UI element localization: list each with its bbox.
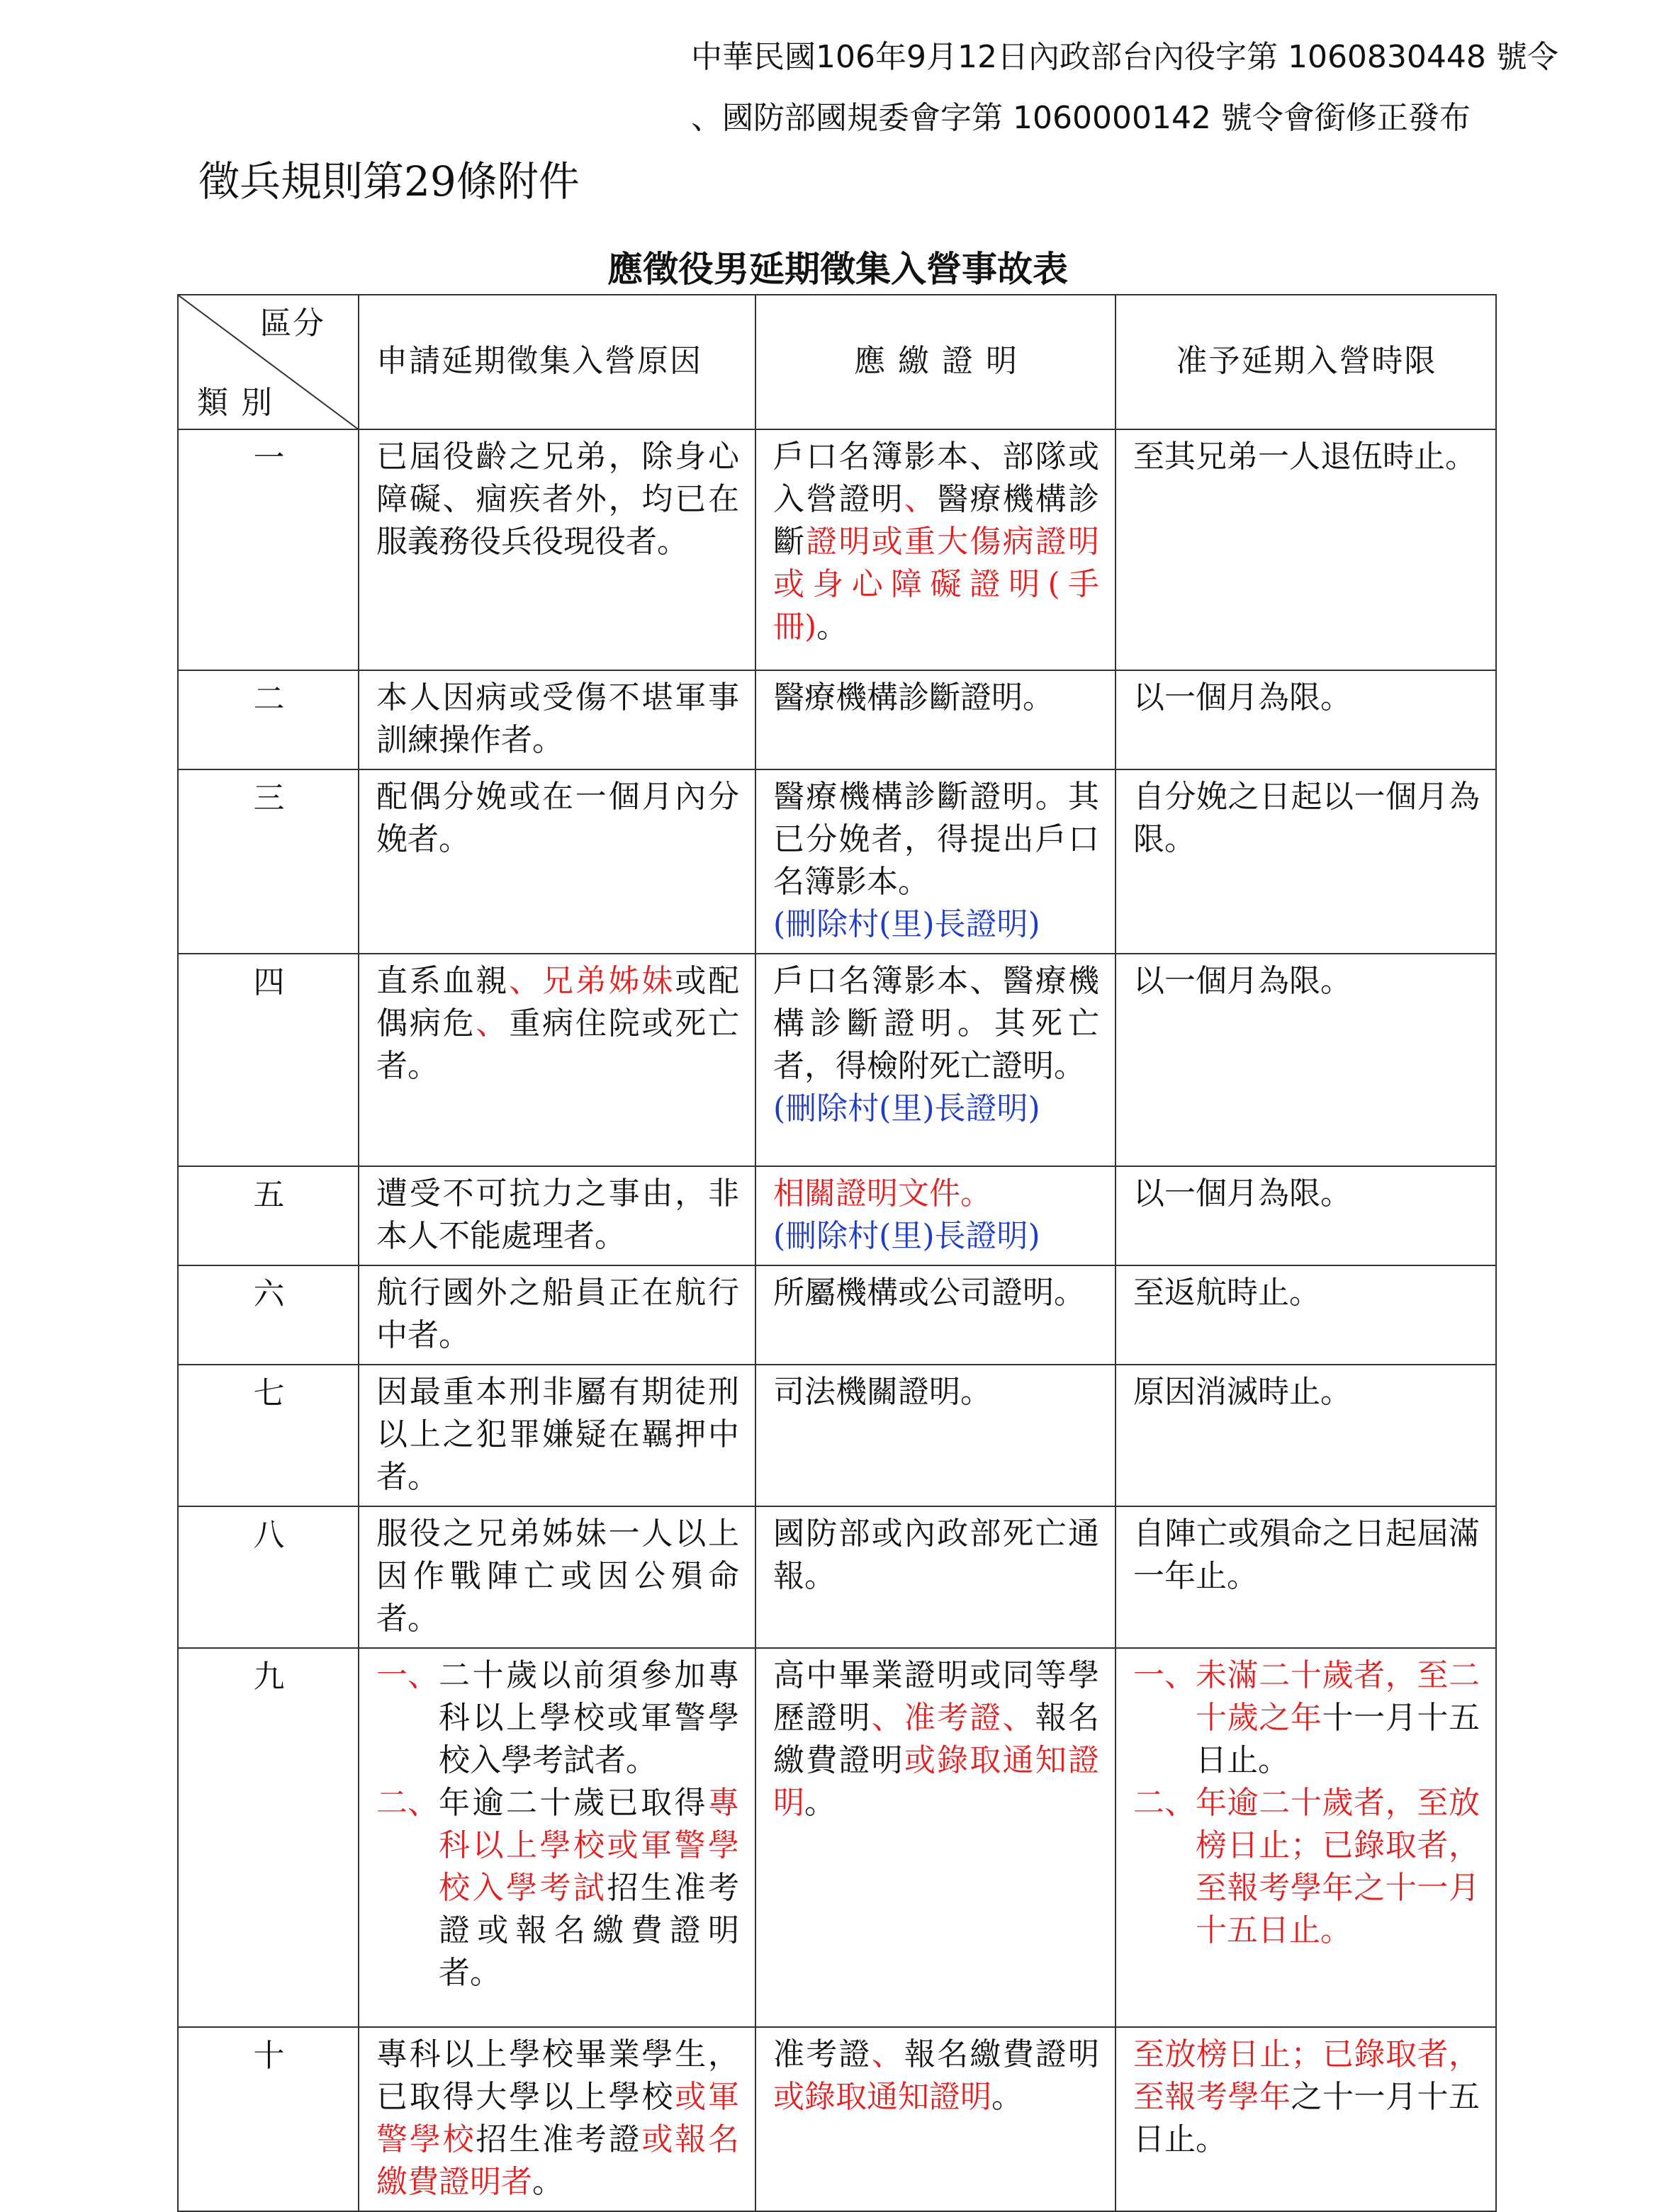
reason-text: 直系血親 [376,963,510,999]
reason-text: 招生准考證或報名繳費證明者。 [439,1870,739,1991]
header-corner-top: 區分 [260,305,325,342]
decree-line-2: 、國防部國規委會字第 1060000142 號令會銜修正發布 [691,100,1471,136]
limit-item-1 [1133,1654,1480,1782]
reason-text: 招生准考證 [476,2121,642,2157]
reason-text: 。 [532,2164,563,2200]
proof-cell [755,429,1116,670]
table-header-row [178,295,1496,429]
proof-text: 報名繳費證明 [904,2036,1100,2072]
proof-cell [755,954,1116,1166]
reason-text: 年逾二十歲已取得 [439,1785,708,1821]
limit-cell: 至其兄弟一人退伍時止。 [1116,429,1496,670]
limit-cell: 以一個月為限。 [1116,1166,1496,1265]
reason-cell: 航行國外之船員正在航行中者。 [359,1265,755,1365]
proof-text: 戶口名簿影本、醫療機構診斷證明。其死亡者，得檢附死亡證明。 [773,963,1099,1084]
reason-cell [359,1648,755,2027]
proof-text: 。 [991,2079,1023,2115]
reason-cell: 遭受不可抗力之事由，非本人不能處理者。 [359,1166,755,1265]
proof-cell [755,1166,1116,1265]
category-cell: 四 [178,954,359,1166]
item-number: 一、 [1133,1657,1196,1693]
category-cell: 二 [178,670,359,769]
reason-amended-text: 或軍警學校 [376,2079,740,2157]
proof-deleted-note: (刪除村(里)長證明) [773,1090,1040,1127]
proof-text: 。 [816,609,848,645]
reason-amended-text: 、兄弟姊妹 [509,963,675,999]
proof-cell [755,2027,1116,2211]
category-cell: 七 [178,1365,359,1506]
reason-item-2 [376,1782,739,1994]
limit-cell: 以一個月為限。 [1116,670,1496,769]
reason-amended-text: 專科以上學校或軍警學校入學考試 [439,1785,739,1906]
proof-text: 准考證 [773,2036,872,2072]
reason-cell: 服役之兄弟姊妹一人以上因作戰陣亡或因公殞命者。 [359,1506,755,1648]
reason-cell: 已屆役齡之兄弟，除身心障礙、痼疾者外，均已在服義務役兵役現役者。 [359,429,755,670]
proof-amended-text: 、 [904,481,938,517]
table-row [178,954,1496,1166]
proof-cell: 醫療機構診斷證明。 [755,670,1116,769]
proof-amended-text: 證明或重大傷病證明或身心障礙證明(手冊) [773,524,1100,645]
limit-text: 之十一月十五日止。 [1133,2079,1480,2157]
table-row [178,1365,1496,1506]
table-row [178,429,1496,670]
deferment-table [177,294,1497,2212]
category-cell: 五 [178,1166,359,1265]
reason-item-2-text [439,1782,739,1994]
item-number: 二、 [1133,1785,1196,1821]
reason-amended-text: 、 [476,1005,510,1042]
category-cell: 六 [178,1265,359,1365]
item-number: 一、 [376,1657,439,1693]
limit-cell: 自陣亡或殞命之日起屆滿一年止。 [1116,1506,1496,1648]
table-row [178,1265,1496,1365]
limit-item-2 [1133,1782,1480,1952]
proof-text: 報名繳費證明 [773,1700,1100,1778]
reason-cell [359,2027,755,2211]
proof-text: 醫療機構診斷 [773,481,1100,560]
reason-cell: 因最重本刑非屬有期徒刑以上之犯罪嫌疑在羈押中者。 [359,1365,755,1506]
proof-cell: 所屬機構或公司證明。 [755,1265,1116,1365]
table-title: 應徵役男延期徵集入營事故表 [607,248,1068,290]
proof-cell: 國防部或內政部死亡通報。 [755,1506,1116,1648]
proof-cell: 司法機關證明。 [755,1365,1116,1506]
proof-text: 。 [804,1785,836,1821]
proof-amended-text: 相關證明文件。 [773,1175,991,1212]
document-title: 徵兵規則第29條附件 [198,157,580,205]
table-row [178,769,1496,954]
header-limit: 准予延期入營時限 [1116,295,1496,429]
proof-deleted-note: (刪除村(里)長證明) [773,1218,1040,1254]
reason-cell: 本人因病或受傷不堪軍事訓練操作者。 [359,670,755,769]
limit-cell: 原因消滅時止。 [1116,1365,1496,1506]
reason-cell: 配偶分娩或在一個月內分娩者。 [359,769,755,954]
reason-text: 專科以上學校畢業學生，已取得大學以上學校 [376,2036,739,2115]
limit-cell: 至返航時止。 [1116,1265,1496,1365]
reason-text: 重病住院或死亡者。 [376,1005,740,1084]
limit-amended-text: 至放榜日止；已錄取者，至報考學年 [1133,2036,1480,2115]
reason-cell [359,954,755,1166]
category-cell: 一 [178,429,359,670]
limit-amended-text: 未滿二十歲者，至二十歲之年 [1196,1657,1480,1736]
header-corner-bottom: 類 別 [197,385,274,421]
category-cell: 九 [178,1648,359,2027]
reason-text: 或配偶病危 [376,963,740,1042]
category-cell: 十 [178,2027,359,2211]
reason-item-1 [376,1654,739,1782]
limit-item-1-text [1196,1654,1480,1782]
limit-amended-text: 年逾二十歲者，至放榜日止；已錄取者，至報考學年之十一月十五日止。 [1196,1785,1480,1948]
table-row [178,2027,1496,2211]
proof-text: 醫療機構診斷證明。其已分娩者，得提出戶口名簿影本。 [773,779,1099,900]
table-row [178,1506,1496,1648]
reason-amended-text: 或報名繳費證明者 [376,2121,740,2200]
header-corner-cell [178,295,359,429]
limit-cell: 以一個月為限。 [1116,954,1496,1166]
header-reason: 申請延期徵集入營原因 [359,295,755,429]
proof-amended-text: 、 [871,2036,904,2072]
proof-amended-text: 、准考證、 [871,1700,1035,1736]
table-row [178,1166,1496,1265]
limit-text: 十一月十五日止。 [1196,1700,1480,1778]
category-cell: 八 [178,1506,359,1648]
item-number: 二、 [376,1785,439,1821]
limit-cell: 自分娩之日起以一個月為限。 [1116,769,1496,954]
limit-cell [1116,2027,1496,2211]
proof-text: 高中畢業證明或同等學歷證明 [773,1657,1099,1736]
table-row [178,670,1496,769]
proof-cell [755,1648,1116,2027]
table-row [178,1648,1496,2027]
proof-amended-text: 或錄取通知證明 [773,2079,991,2115]
proof-cell [755,769,1116,954]
decree-line-1: 中華民國106年9月12日內政部台內役字第 1060830448 號令 [691,39,1558,75]
proof-deleted-note: (刪除村(里)長證明) [773,906,1040,942]
header-proof: 應 繳 證 明 [755,295,1116,429]
limit-cell [1116,1648,1496,2027]
decree-reference [691,27,1626,149]
proof-text: 戶口名簿影本、部隊或入營證明 [773,439,1099,517]
reason-text: 二十歲以前須參加專科以上學校或軍警學校入學考試者。 [439,1657,739,1778]
category-cell: 三 [178,769,359,954]
proof-amended-text: 或錄取通知證明 [773,1742,1100,1821]
